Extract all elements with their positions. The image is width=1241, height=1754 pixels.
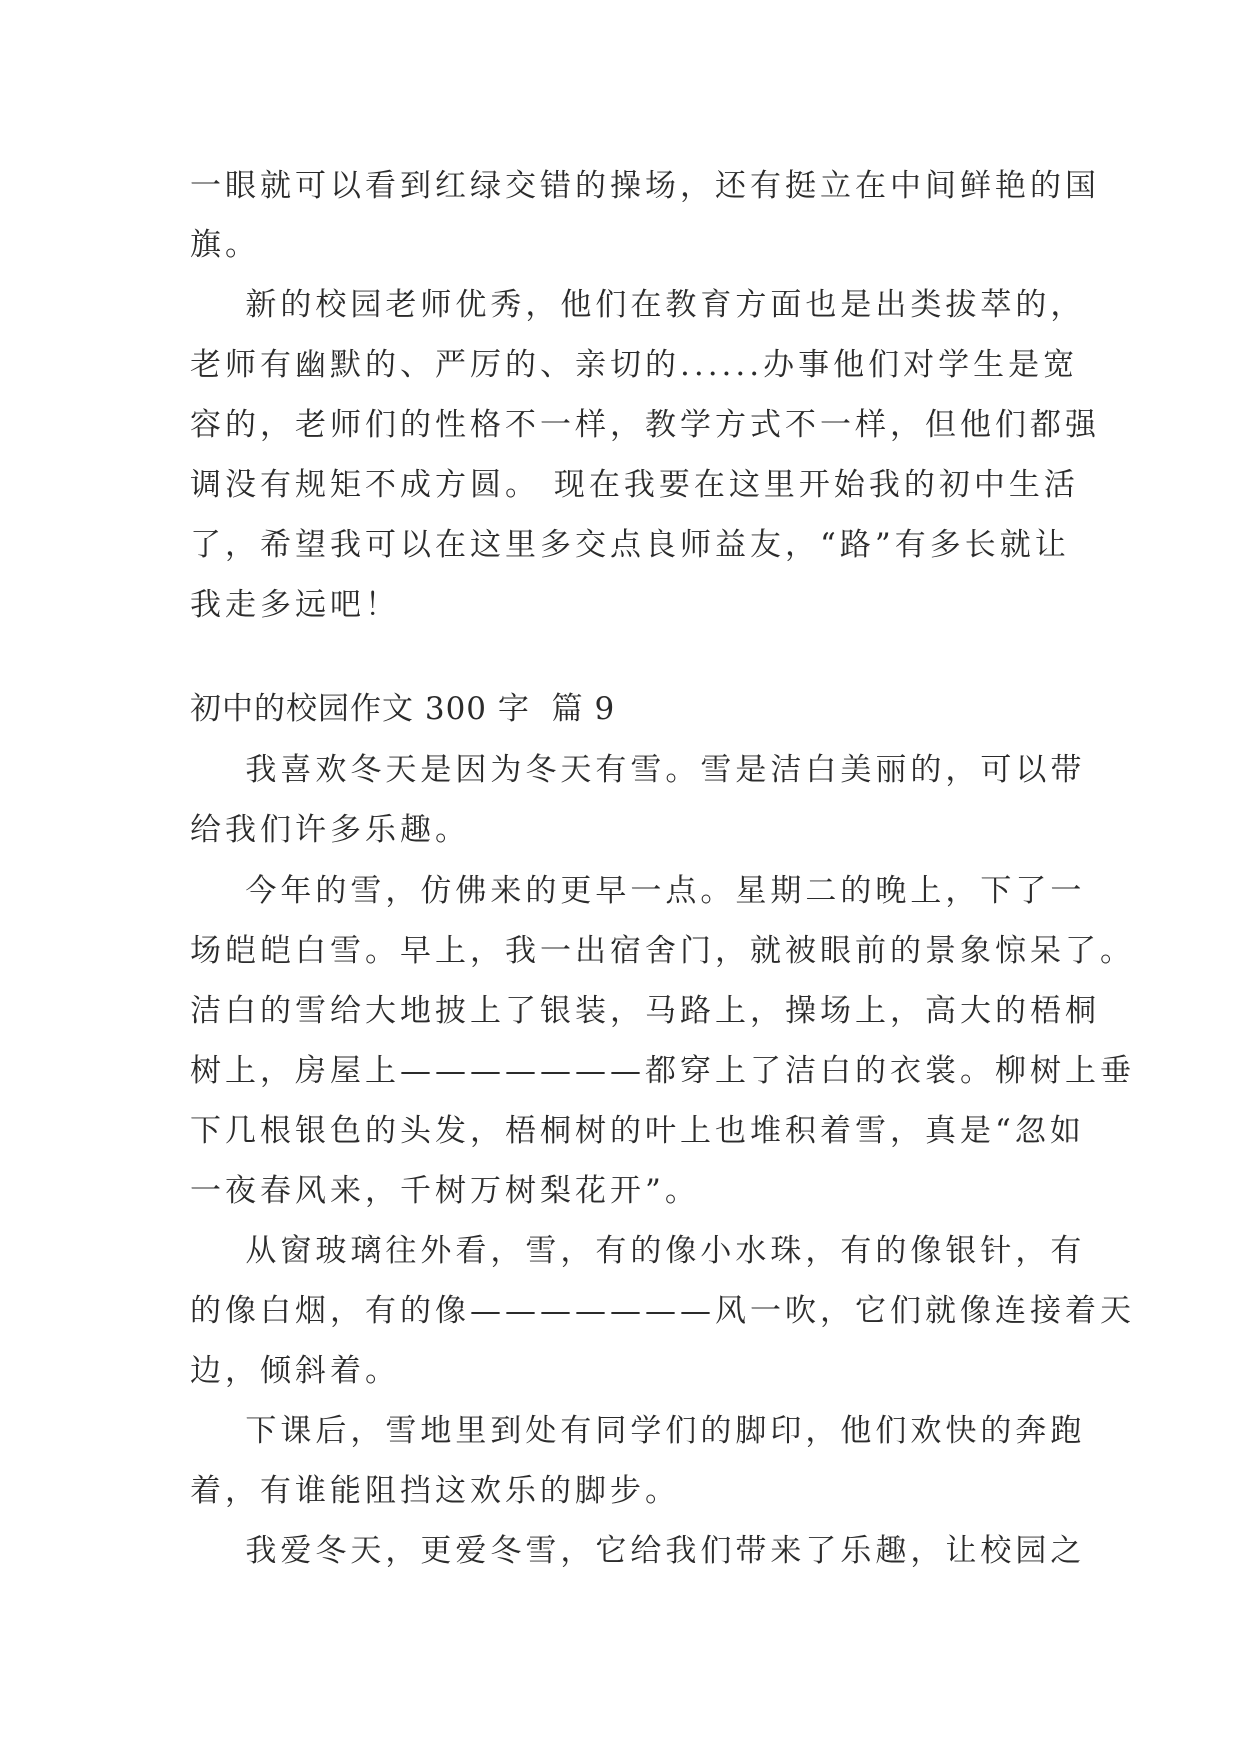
text-line: 新的校园老师优秀，他们在教育方面也是出类拔萃的，	[190, 287, 1086, 323]
text-line: 树上，房屋上———————都穿上了洁白的衣裳。柳树上垂	[190, 1053, 1135, 1089]
text-line: 一眼就可以看到红绿交错的操场，还有挺立在中间鲜艳的国	[190, 168, 1100, 204]
text-line: 我喜欢冬天是因为冬天有雪。雪是洁白美丽的，可以带	[190, 752, 1086, 788]
text-line: 老师有幽默的、严厉的、亲切的......办事他们对学生是宽	[190, 347, 1079, 383]
text-line: 一夜春风来，千树万树梨花开”。	[190, 1173, 700, 1209]
text-line: 下课后，雪地里到处有同学们的脚印，他们欢快的奔跑	[190, 1413, 1086, 1449]
section-heading: 初中的校园作文 300 字 篇 9	[190, 691, 616, 727]
text-line: 我走多远吧！	[190, 587, 400, 623]
text-line: 容的，老师们的性格不一样，教学方式不一样，但他们都强	[190, 407, 1100, 443]
text-line: 了，希望我可以在这里多交点良师益友，“路”有多长就让	[190, 527, 1070, 563]
text-line: 着，有谁能阻挡这欢乐的脚步。	[190, 1473, 680, 1509]
text-line: 场皑皑白雪。早上，我一出宿舍门，就被眼前的景象惊呆了。	[190, 933, 1135, 969]
text-line: 今年的雪，仿佛来的更早一点。星期二的晚上，下了一	[190, 873, 1086, 909]
text-line: 从窗玻璃往外看，雪，有的像小水珠，有的像银针，有	[190, 1233, 1086, 1269]
text-line: 调没有规矩不成方圆。 现在我要在这里开始我的初中生活	[190, 467, 1079, 503]
text-line: 下几根银色的头发，梧桐树的叶上也堆积着雪，真是“忽如	[190, 1113, 1085, 1149]
text-line: 给我们许多乐趣。	[190, 812, 470, 848]
text-line: 边，倾斜着。	[190, 1353, 400, 1389]
text-line: 我爱冬天，更爱冬雪，它给我们带来了乐趣，让校园之	[190, 1533, 1086, 1569]
text-line: 旗。	[190, 227, 260, 263]
text-line: 洁白的雪给大地披上了银装，马路上，操场上，高大的梧桐	[190, 993, 1100, 1029]
text-line: 的像白烟，有的像———————风一吹，它们就像连接着天	[190, 1293, 1135, 1329]
